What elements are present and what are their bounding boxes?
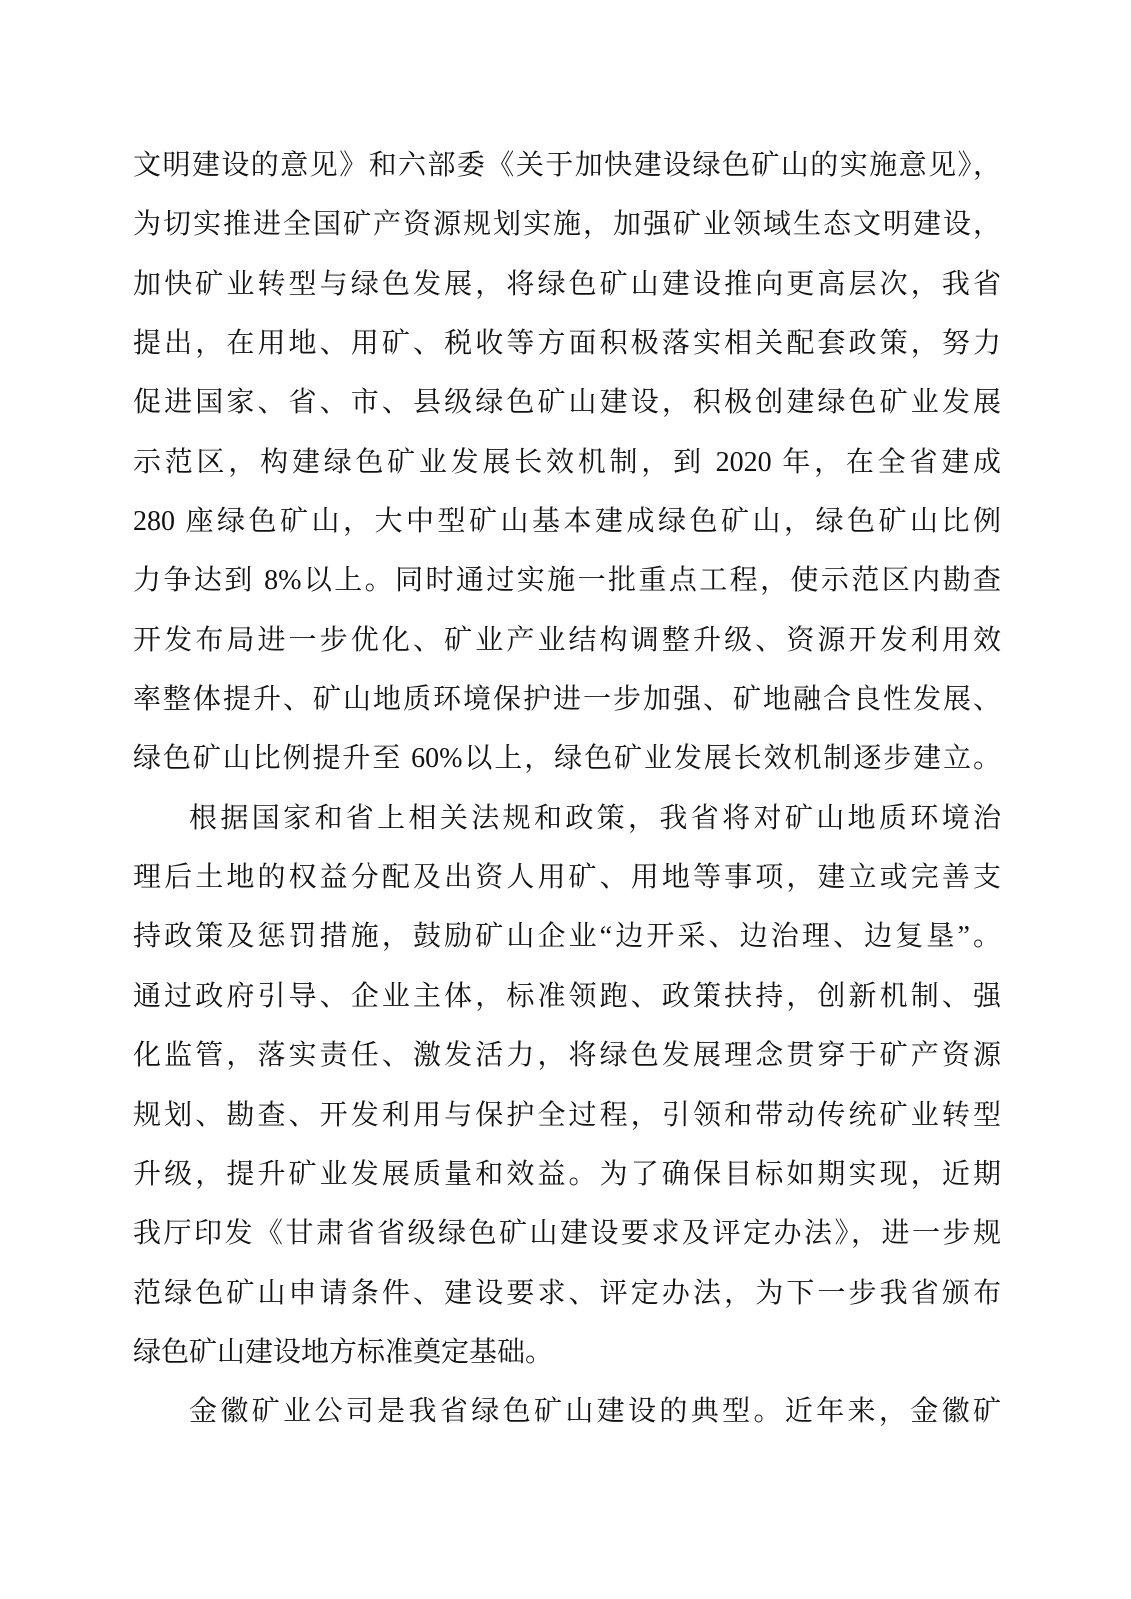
- text-line: 开发布局进一步优化、矿业产业结构调整升级、资源开发利用效: [133, 624, 1001, 656]
- document-body: [133, 136, 1001, 1442]
- paragraph-3: [133, 1382, 1001, 1441]
- text-line: 文明建设的意见》和六部委《关于加快建设绿色矿山的实施意见》，: [133, 150, 1001, 181]
- text-line: 升级，提升矿业发展质量和效益。为了确保目标如期实现，近期: [133, 1158, 1001, 1190]
- text-line: 促进国家、省、市、县级绿色矿山建设，积极创建绿色矿业发展: [133, 387, 1001, 419]
- text-line: 化监管，落实责任、激发活力，将绿色发展理念贯穿于矿产资源: [133, 1040, 1001, 1072]
- text-line: 为切实推进全国矿产资源规划实施，加强矿业领域生态文明建设，: [133, 209, 1001, 241]
- text-line: 我厅印发《甘肃省省级绿色矿山建设要求及评定办法》，进一步规: [133, 1218, 1001, 1250]
- text-line: 绿色矿山建设地方标准奠定基础。: [133, 1336, 554, 1368]
- text-line: 加快矿业转型与绿色发展，将绿色矿山建设推向更高层次，我省: [133, 268, 1001, 300]
- text-line: 280 座绿色矿山，大中型矿山基本建成绿色矿山，绿色矿山比例: [133, 506, 1001, 538]
- text-line: 通过政府引导、企业主体，标准领跑、政策扶持，创新机制、强: [133, 980, 1001, 1012]
- text-line: 理后土地的权益分配及出资人用矿、用地等事项，建立或完善支: [133, 862, 1001, 894]
- text-line: 金徽矿业公司是我省绿色矿山建设的典型。近年来，金徽矿: [189, 1396, 1001, 1428]
- text-line: 示范区，构建绿色矿业发展长效机制，到 2020 年，在全省建成: [133, 446, 1001, 478]
- text-line: 根据国家和省上相关法规和政策，我省将对矿山地质环境治: [189, 802, 1001, 834]
- text-line: 绿色矿山比例提升至 60%以上，绿色矿业发展长效机制逐步建立。: [133, 743, 1001, 775]
- paragraph-1: [133, 136, 1001, 789]
- text-line: 提出，在用地、用矿、税收等方面积极落实相关配套政策，努力: [133, 328, 1001, 360]
- text-line: 规划、勘查、开发利用与保护全过程，引领和带动传统矿业转型: [133, 1099, 1001, 1131]
- paragraph-2: [133, 789, 1001, 1382]
- text-line: 范绿色矿山申请条件、建设要求、评定办法，为下一步我省颁布: [133, 1277, 1001, 1309]
- text-line: 力争达到 8%以上。同时通过实施一批重点工程，使示范区内勘查: [133, 565, 1001, 597]
- text-line: 率整体提升、矿山地质环境保护进一步加强、矿地融合良性发展、: [133, 684, 1001, 716]
- text-line: 持政策及惩罚措施，鼓励矿山企业“边开采、边治理、边复垦”。: [133, 921, 1001, 953]
